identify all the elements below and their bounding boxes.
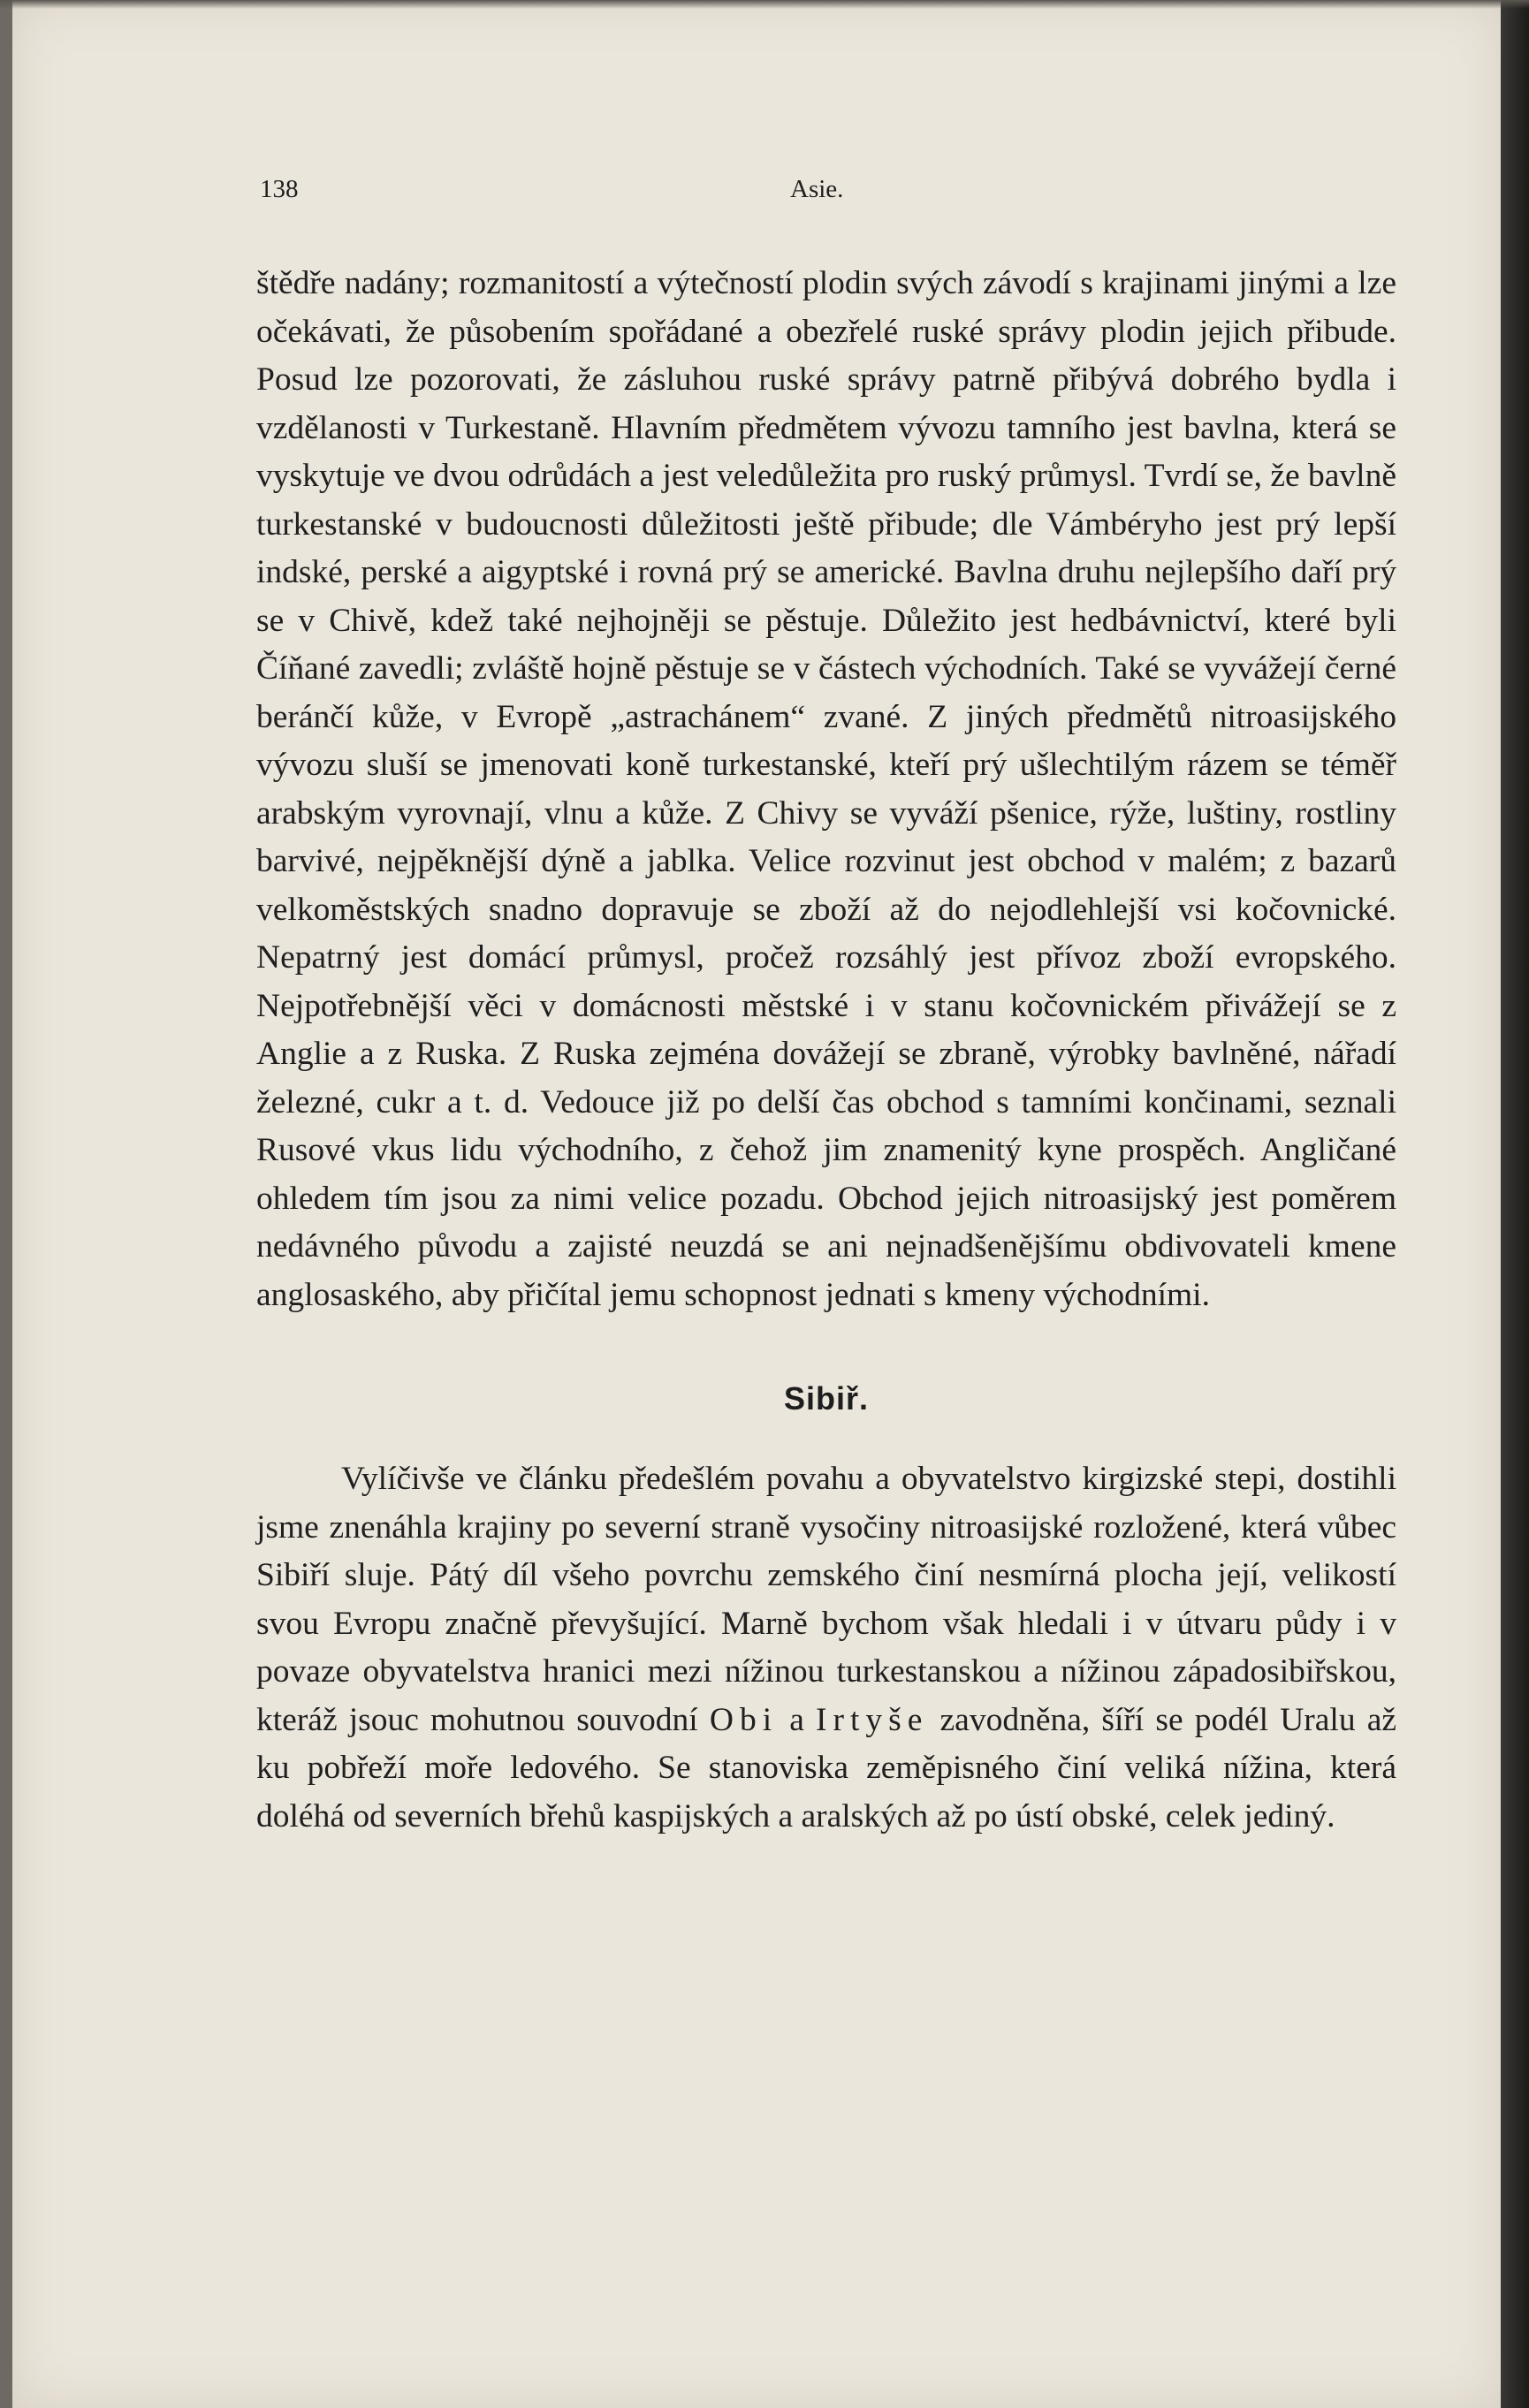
book-spine-shadow — [1501, 0, 1529, 2408]
page-header — [260, 175, 1391, 210]
paragraph-text: zavodněna, šíří se podél Uralu až ku pobřeží moře ledového. Se stanoviska zeměpisného činí veliká nížina, která doléhá od severních břehů kaspijských a aralských až po ústí obské, celek jediný. — [256, 1701, 1396, 1834]
running-head: Asie. — [790, 175, 844, 203]
page-top-shadow — [0, 0, 1529, 9]
book-page — [12, 0, 1501, 2408]
river-name-irtys: Irtyše — [816, 1701, 929, 1738]
section-heading: Sibiř. — [783, 1380, 870, 1417]
body-text — [256, 260, 1396, 1841]
page-number: 138 — [260, 175, 299, 203]
paragraph-text: Vylíčivše ve článku předešlém povahu a obyvatelstvo kirgizské stepi, dostihli jsme znenáhla krajiny po severní straně vysočiny nitroasijské rozložené, která vůbec Sibiří sluje. Pátý díl všeho povrchu zemského činí nesmírná plocha její, velikostí svou Evropu značně převyšující. Marně bychom však hledali i v útvaru půdy i v povaze obyvatelstva hranici mezi nížinou turkestanskou a nížinou západosibiřskou, kteráž jsouc mohutnou souvodní — [256, 1461, 1396, 1738]
paragraph-continued — [256, 260, 1396, 1319]
paragraph-text: štědře nadány; rozmanitostí a výtečností plodin svých závodí s krajinami jinými a lze očekávati, že působením spořádané a obezřelé ruské správy plodin jejich přibude. Posud lze pozorovati, že zásluhou ruské správy patrně přibývá dobrého bydla i vzdělanosti v Turkestaně. Hlavním předmětem vývozu tamního jest bavlna, která se vyskytuje ve dvou odrůdách a jest veledůležita pro ruský průmysl. Tvrdí se, že bavlně turkestanské v budoucnosti důležitosti ještě přibude; dle Vámbéryho jest prý lepší indské, perské a aigyptské i rovná prý se americké. Bavlna druhu nejlepšího daří prý se v Chivě, kdež také nejhojněji se pěstuje. Důležito jest hedbávnictví, které byli Číňané zavedli; zvláště hojně pěstuje se v částech východních. Také se vyvážejí černé beránčí kůže, v Evropě „astrachánem“ zvané. Z jiných předmětů nitroasijského vývozu sluší se jmenovati koně turkestanské, kteří prý ušlechtilým rázem se téměř arabským vyrovnají, vlnu a kůže. Z Chivy se vyváží pšenice, rýže, luštiny, rostliny barvivé, nejpěknější dýně a jablka. Velice rozvinut jest obchod v malém; z bazarů velkoměstských snadno dopravuje se zboží až do nejodlehlejší vsi kočovnické. Nepatrný jest domácí průmysl, pročež rozsáhlý jest přívoz zboží evropského. Nejpotřebnější věci v domácnosti městské i v stanu kočovnickém přivážejí se z Anglie a z Ruska. Z Ruska zejména dovážejí se zbraně, výrobky bavlněné, nářadí železné, cukr a t. d. Vedouce již po delší čas obchod s tamními končinami, seznali Rusové vkus lidu východního, z čehož jim znamenitý kyne prospěch. Angličané ohledem tím jsou za nimi velice pozadu. Obchod jejich nitroasijský jest poměrem nedávného původu a zajisté neuzdá se ani nejnadšenějšímu obdivovateli kmene anglosaského, aby přičítal jemu schopnost jednati s kmeny východními. — [256, 265, 1396, 1313]
river-name-obi: Obi — [709, 1701, 779, 1738]
conjunction-word: a — [789, 1701, 804, 1738]
paragraph-siberia — [256, 1455, 1396, 1841]
